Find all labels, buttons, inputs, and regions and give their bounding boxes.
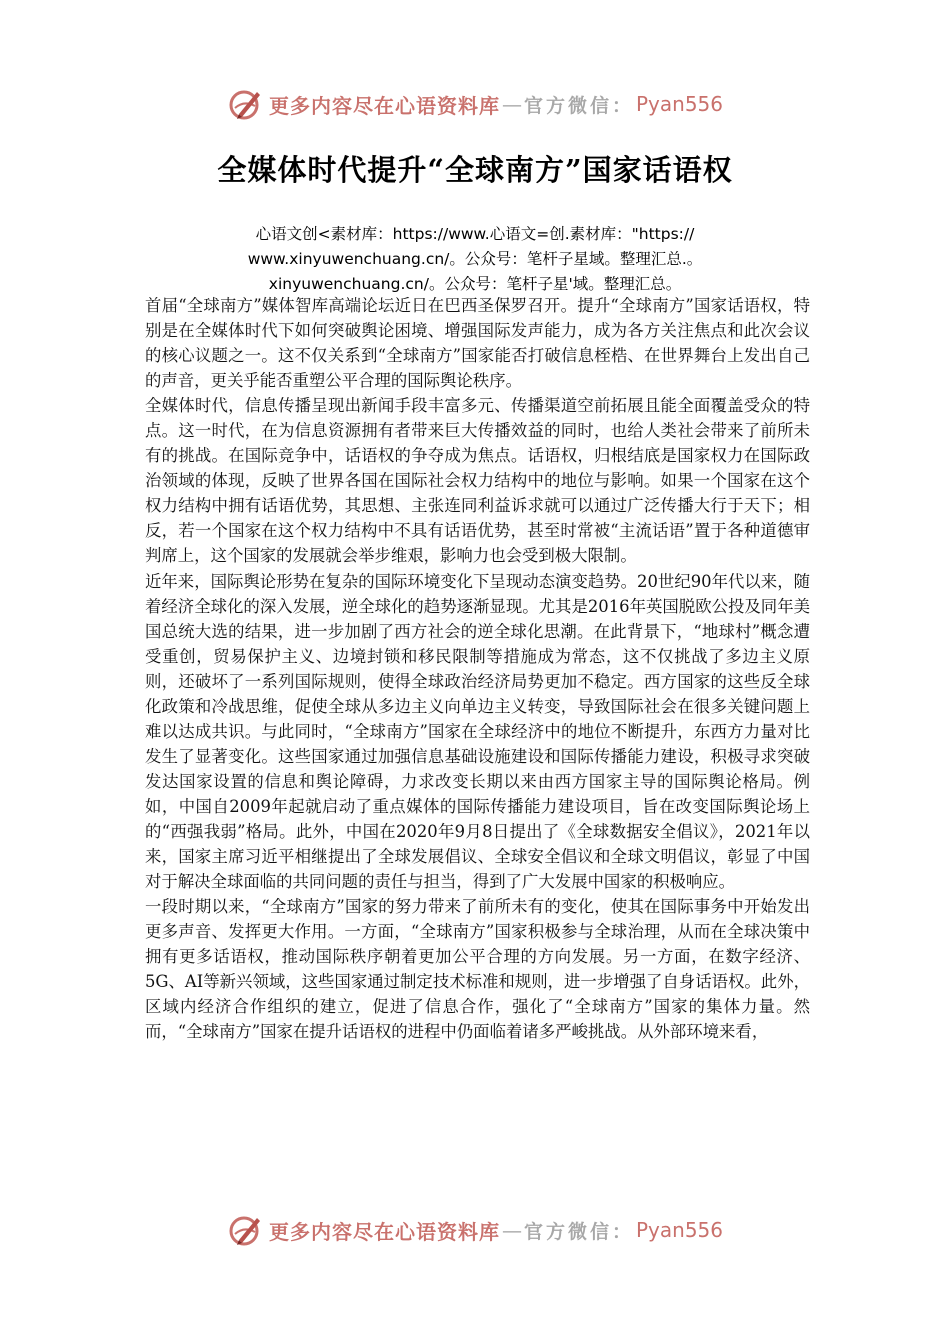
source-line: www.xinyuwenchuang.cn/。公众号：笔杆子星域。整理汇总.。: [247, 250, 703, 268]
header-banner: [0, 84, 950, 124]
paragraph: 全媒体时代，信息传播呈现出新闻手段丰富多元、传播渠道空前拓展且能全面覆盖受众的特点。这一时代，在为信息资源拥有者带来巨大传播效益的同时，也给人类社会带来了前所未有的挑战。在国际竞争中，话语权的争夺成为焦点。话语权，归根结底是国家权力在国际政治领域的体现，反映了世界各国在国际社会权力结构中的地位与影响。如果一个国家在这个权力结构中拥有话语优势，其思想、主张连同利益诉求就可以通过广泛传播大行于天下；相反，若一个国家在这个权力结构中不具有话语优势，甚至时常被“主流话语”置于各种道德审判席上，这个国家的发展就会举步维艰，影响力也会受到极大限制。: [145, 396, 810, 566]
banner-main-text: 更多内容尽在心语资料库: [268, 1219, 500, 1244]
footer-banner: [0, 1210, 950, 1250]
banner-wechat-id: Pyan556: [636, 1218, 724, 1242]
banner-wechat-label: 官方微信：: [523, 94, 634, 117]
paragraph: 近年来，国际舆论形势在复杂的国际环境变化下呈现动态演变趋势。20世纪90年代以来，随着经济全球化的深入发展，逆全球化的趋势逐渐显现。尤其是2016年英国脱欧公投及同年美国总统大选的结果，进一步加剧了西方社会的逆全球化思潮。在此背景下，“地球村”概念遭受重创，贸易保护主义、边境封锁和移民限制等措施成为常态，这不仅挑战了多边主义原则，还破坏了一系列国际规则，使得全球政治经济局势更加不稳定。西方国家的这些反全球化政策和冷战思维，促使全球从多边主义向单边主义转变，导致国际社会在很多关键问题上难以达成共识。与此同时，“全球南方”国家在全球经济中的地位不断提升，东西方力量对比发生了显著变化。这些国家通过加强信息基础设施建设和国际传播能力建设，积极寻求突破发达国家设置的信息和舆论障碍，力求改变长期以来由西方国家主导的国际舆论格局。例如，中国自2009年起就启动了重点媒体的国际传播能力建设项目，旨在改变国际舆论场上的“西强我弱”格局。此外，中国在2020年9月8日提出了《全球数据安全倡议》，2021年以来，国家主席习近平相继提出了全球发展倡议、全球安全倡议和全球文明倡议，彰显了中国对于解决全球面临的共同问题的责任与担当，得到了广大发展中国家的积极响应。: [145, 571, 810, 892]
banner-wechat-label: 官方微信：: [523, 1220, 634, 1243]
pen-on-globe-logo-icon: [227, 1212, 263, 1248]
banner-wechat-id: Pyan556: [636, 92, 724, 116]
paragraph: 一段时期以来，“全球南方”国家的努力带来了前所未有的变化，使其在国际事务中开始发出更多声音、发挥更大作用。一方面，“全球南方”国家积极参与全球治理，从而在全球决策中拥有更多话语权，推动国际秩序朝着更加公平合理的方向发展。另一方面，在数字经济、5G、AI等新兴领域，这些国家通过制定技术标准和规则，进一步增强了自身话语权。此外，区域内经济合作组织的建立，促进了信息合作，强化了“全球南方”国家的集体力量。然而，“全球南方”国家在提升话语权的进程中仍面临着诸多严峻挑战。从外部环境来看，: [145, 897, 810, 1042]
pen-on-globe-logo-icon: [227, 86, 263, 122]
article-body: [145, 293, 810, 1044]
banner-dash: —: [501, 1218, 522, 1242]
source-note: [145, 222, 805, 297]
document-title: 全媒体时代提升“全球南方”国家话语权: [217, 153, 733, 187]
paragraph: 首届“全球南方”媒体智库高端论坛近日在巴西圣保罗召开。提升“全球南方”国家话语权，特别是在全媒体时代下如何突破舆论困境、增强国际发声能力，成为各方关注焦点和此次会议的核心议题之一。这不仅关系到“全球南方”国家能否打破信息桎梏、在世界舞台上发出自己的声音，更关乎能否重塑公平合理的国际舆论秩序。: [145, 296, 810, 391]
source-line: xinyuwenchuang.cn/。公众号：笔杆子星'域。整理汇总。: [268, 275, 682, 293]
banner-dash: —: [501, 92, 522, 116]
banner-main-text: 更多内容尽在心语资料库: [268, 93, 500, 118]
source-line: 心语文创<素材库：https://www.心语文=创.素材库："https://: [255, 225, 695, 243]
